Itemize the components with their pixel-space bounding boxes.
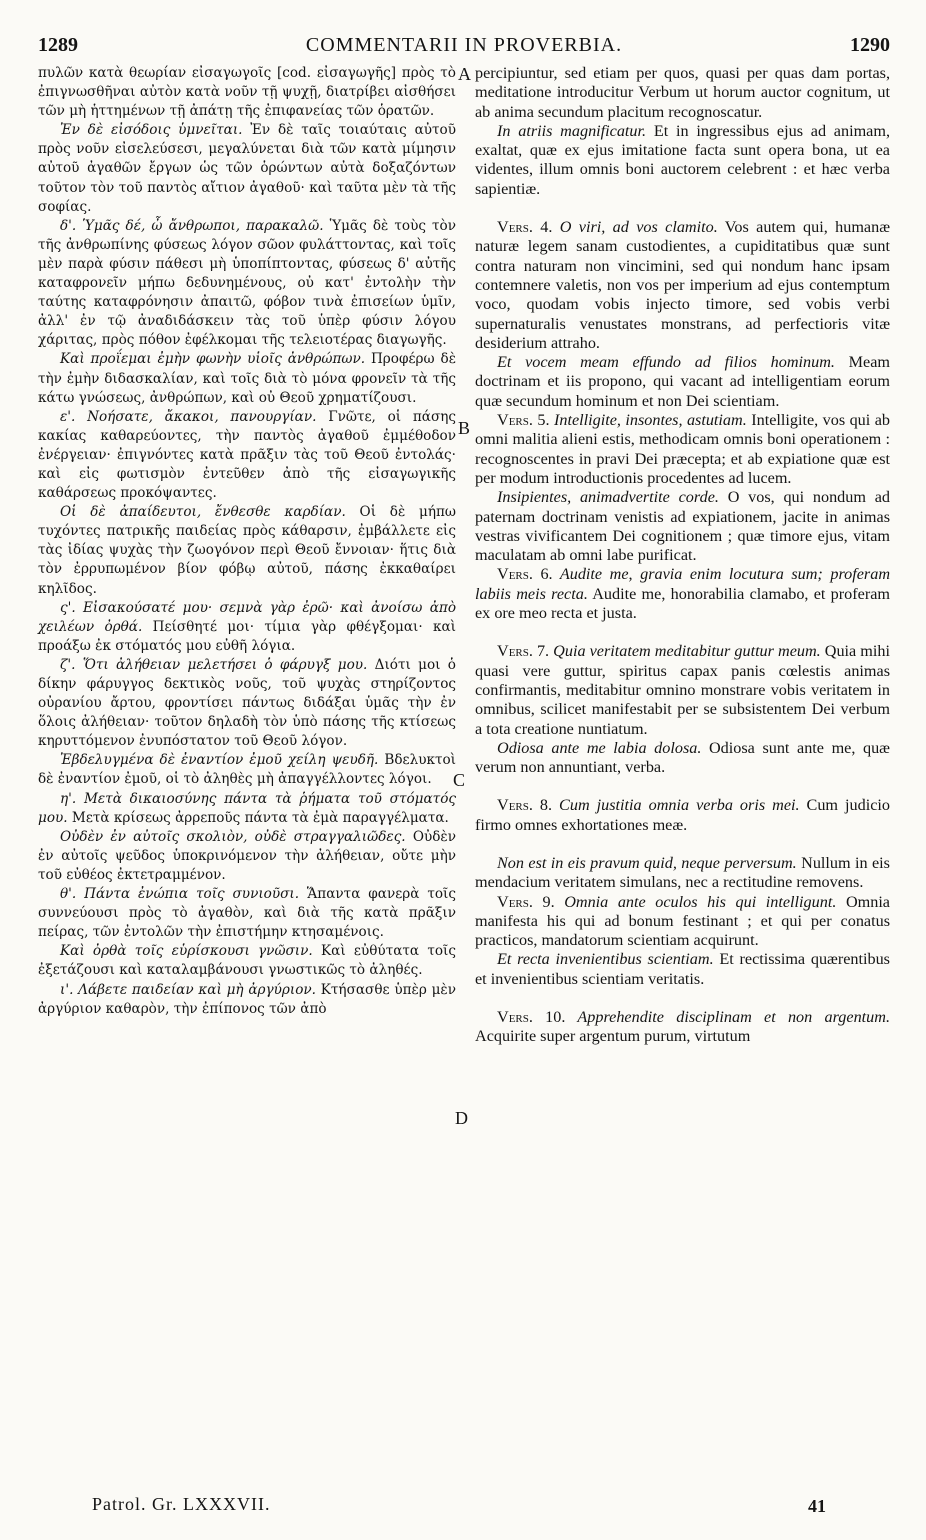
latin-lemma: Intelligite, insontes, astutiam. — [549, 411, 747, 430]
greek-paragraph — [38, 599, 456, 656]
greek-paragraph — [38, 790, 456, 828]
greek-paragraph — [38, 121, 456, 216]
greek-lemma: ς'. Εἰσακούσατέ μου· σεμνὰ γὰρ ἐρῶ· καὶ ἀνοίσω ἀπὸ χειλέων ὀρθά. — [38, 599, 456, 635]
greek-text: Οὐδὲν ἐν αὐτοῖς ψεῦδος ὑποκρινόμενον τὴν ἀλήθειαν, οὔτε μὴν τοῦ εὐθέος ἐκτετραμμένον. — [38, 828, 456, 883]
latin-text: percipiuntur, sed etiam per quos, quasi per quas dam portas, meditatione introducitur Verbum ut horum auctor cognitum, ut ab anima secundum placitum recognoscatur. — [475, 64, 890, 121]
latin-paragraph — [475, 411, 890, 488]
latin-text: Intelligite, vos qui ab omni malitia alieni estis, methodicam omnis boni operationem : recognoscentes in pravi Dei præcepta; et ab expiatione quæ est per modum introductionis procedentes ad lucem. — [475, 411, 890, 487]
latin-paragraph — [475, 854, 890, 893]
greek-text: Πείσθητέ μοι· τίμια γὰρ φθέγξομαι· καὶ προάξω ἐκ στόματός μου εὐθῆ λόγια. — [38, 618, 456, 654]
latin-lemma: Insipientes, animadvertite corde. — [497, 488, 719, 507]
latin-text: Audite me, honorabilia clamabo, et proferam ex ore meo recta et justa. — [475, 584, 890, 623]
latin-lemma: Omnia ante oculos his qui intelligunt. — [554, 892, 837, 911]
verse-number: Vers. 5. — [497, 411, 550, 430]
greek-paragraph — [38, 350, 456, 407]
latin-text: Meam doctrinam et iis propono, qui vacant ad intelligentiam eorum quæ secundum hominum et non Dei scientiam. — [475, 353, 890, 410]
latin-text: Omnia manifesta his qui ad bonum festinant ; et qui per conatus practicos, mandatorum scientiam acquirunt. — [475, 892, 890, 950]
left-page-number: 1289 — [38, 34, 78, 56]
greek-lemma: Ἐν δὲ εἰσόδοις ὑμνεῖται. — [60, 122, 243, 139]
latin-paragraph — [475, 488, 890, 565]
column-marker-d: D — [455, 1108, 468, 1128]
greek-text: Ἐν δὲ ταῖς τοιαύταις αὐτοῦ πρὸς νοῦν εἰσελεύσεσι, μεγαλύνεται διὰ τῶν κατὰ μίμησιν αὐτοῦ ἀγαθῶν ἔργων ὡς τῶν ὁρώντων αὐτὰ δοξαζόντων τοῦτον τὸν τοῦ παντὸς αἴτιον ἀγαθοῦ· καὶ ταῦτα μὲν τὰ τῆς σοφίας. — [38, 122, 456, 215]
latin-lemma: Cum justitia omnia verba oris mei. — [552, 796, 800, 815]
latin-paragraph — [475, 950, 890, 989]
running-title: COMMENTARII IN PROVERBIA. — [305, 34, 623, 56]
greek-lemma: θ'. Πάντα ἐνώπια τοῖς συνιοῦσι. — [60, 886, 300, 903]
right-page-number: 1290 — [850, 34, 890, 56]
greek-lemma: ζ'. Ὅτι ἀλήθειαν μελετήσει ὁ φάρυγξ μου. — [60, 656, 368, 673]
verse-number: Vers. 9. — [497, 892, 555, 911]
greek-paragraph — [38, 942, 456, 980]
latin-paragraph — [475, 796, 890, 835]
latin-paragraph — [475, 1008, 890, 1047]
greek-text: Μετὰ κρίσεως ἀρρεποῦς πάντα τὰ ἐμὰ παραγγέλματα. — [67, 809, 449, 826]
greek-text: Κτήσασθε ὑπὲρ μὲν ἀργύριον καθαρὸν, τὴν ἐπίπονος τῶν ἀπὸ — [38, 981, 456, 1017]
latin-lemma: Quia veritatem meditabitur guttur meum. — [549, 642, 821, 661]
verse-number: Vers. 4. — [497, 218, 553, 237]
greek-text: Οἱ δὲ μήπω τυχόντες πατρικῆς παιδείας πρὸς κάθαρσιν, ἐμβάλλετε εἰς τὰς ἰδίας ψυχὰς τὴν ζωογόνον περὶ Θεοῦ ἔννοιαν· ἥτις διὰ τὸν ἐρρυπωμένον βίον φόβῳ αὐτοῦ, πάσης ἐκκαθαίρει κηλῖδος. — [38, 504, 456, 597]
greek-paragraph — [38, 981, 456, 1019]
greek-paragraph — [38, 751, 456, 789]
latin-text: Odiosa sunt ante me, quæ verum non annuntiant, verba. — [475, 738, 890, 777]
greek-lemma: Καὶ προΐεμαι ἐμὴν φωνὴν υἱοῖς ἀνθρώπων. — [60, 351, 366, 368]
page-header — [38, 30, 890, 64]
greek-lemma: Ἐβδελυγμένα δὲ ἐναντίον ἐμοῦ χείλη ψευδῆ. — [60, 752, 379, 769]
greek-lemma: δ'. Ὑμᾶς δέ, ὦ ἄνθρωποι, παρακαλῶ. — [60, 217, 324, 234]
greek-text: Καὶ εὐθύτατα τοῖς ἐξετάζουσι καὶ καταλαμβάνουσι γνωστικῶς τὸ ἀληθές. — [38, 943, 457, 979]
greek-lemma: Οἱ δὲ ἀπαίδευτοι, ἔνθεσθε καρδίαν. — [60, 504, 346, 521]
greek-column — [38, 64, 456, 1019]
latin-paragraph — [475, 64, 890, 122]
greek-lemma: η'. Μετὰ δικαιοσύνης πάντα τὰ ῥήματα τοῦ στόματός μου. — [38, 790, 456, 826]
column-marker-b: B — [458, 418, 471, 438]
greek-lemma: Καὶ ὀρθὰ τοῖς εὑρίσκουσι γνῶσιν. — [60, 943, 313, 960]
greek-text: Ὑμᾶς δὲ τοὺς τὸν τῆς ἀνθρωπίνης φύσεως λόγον σῶον φυλάττοντας, καὶ τοῖς μὲν παρὰ φύσιν πάθεσι μὴ ὑποπίπτοντας, φύσεως δ' αὐτῆς καταφρονεῖν μήπω δεδυνημένους, οὐ κατ' ἐντολὴν τὴν ταύτης καταφρόνησιν ἀπαιτῶ, φόβον τινὰ ἐπισείων ὑμῖν, ἀλλ' ἐν τῷ ἀναδιδάσκειν τὰς τοῦ ὑπὲρ φύσιν λόγου χάριτας, πρὸς πόθον ἐφέλκομαι τῆς τελειοτέρας διαγωγῆς. — [38, 217, 456, 349]
greek-paragraph — [38, 64, 456, 121]
greek-paragraph — [38, 408, 456, 503]
greek-paragraph — [38, 656, 456, 751]
greek-text: Διότι μοι ὁ δίκην φάρυγγος δεκτικὸς νοῦς, τοῦ ψυχὰς στηρίζοντος οὐρανίου ἄρτου, φροντίσει πάντως διδάξαι ὑμᾶς τὴν ἐν ὅλοις ἀλήθειαν· τοῦτον δηλαδὴ τὸν ὑπὸ πάσης τῆς κτίσεως κηρυττόμενον ἐνυπόστατον τοῦ Θεοῦ λόγον. — [38, 656, 456, 750]
footer-series: Patrol. Gr. LXXXVII. — [92, 1494, 271, 1514]
latin-paragraph — [475, 122, 890, 199]
greek-lemma: ε'. Νοήσατε, ἄκακοι, πανουργίαν. — [60, 408, 317, 425]
latin-lemma: O viri, ad vos clamito. — [552, 218, 718, 237]
greek-text: Βδελυκτοὶ δὲ ἐναντίον ἐμοῦ, οἱ τὸ ἀληθὲς μὴ ἀπαγγέλλοντες λόγοι. — [38, 752, 457, 788]
greek-paragraph — [38, 217, 456, 351]
latin-lemma: Et recta invenientibus scientiam. — [497, 950, 714, 969]
greek-text: πυλῶν κατὰ θεωρίαν εἰσαγωγοῖς [cod. εἰσαγωγῆς] πρὸς τὸ ἐπιγνωσθῆναι αὐτὸν κατὰ νοῦν τῇ ψυχῇ, διατρίβει αἰσθήσει τῶν μὴ ἡττημένων τῇ ἀπάτῃ τῆς ἐπιφανείας τῶν ὁρατῶν. — [38, 65, 456, 120]
verse-number: Vers. 8. — [497, 796, 553, 815]
latin-text: Cum judicio firmo omnes exhortationes meæ. — [475, 796, 890, 834]
greek-text: Προφέρω δὲ τὴν ἐμὴν διδασκαλίαν, καὶ τοῖς διὰ τὸ μόνα φρονεῖν τὰ τῆς κάτω γνώσεως, ἀνθρώπων, καὶ οὐ Θεοῦ χρηματίζουσι. — [38, 351, 456, 406]
greek-text: Γνῶτε, οἱ πάσης κακίας καθαρεύοντες, τὴν παντὸς ἀγαθοῦ ἐμμέθοδον ἐνέργειαν· ἐπιγνόντες κατὰ πρᾶξιν τὰς τοῦ Θεοῦ ἐντολάς· καὶ εἰς φωτισμὸν ἐντεῦθεν ἀπὸ τῆς εἰσαγωγικῆς καθάρσεως προκόψαντες. — [38, 408, 456, 502]
column-marker-c: C — [453, 770, 466, 790]
latin-lemma: Audite me, gravia enim locutura sum; proferam labiis meis recta. — [475, 565, 891, 603]
latin-lemma: Et vocem meam effundo ad filios hominum. — [497, 353, 835, 372]
latin-column — [475, 64, 890, 1047]
latin-paragraph — [475, 565, 890, 623]
latin-text: Et in ingressibus ejus ad animam, exaltat, quæ ex ejus imitatione facta sunt opera bona, ut ea videntes, illum omnis boni auctorem celebrent : et hæc verba sapientiæ. — [475, 121, 890, 198]
greek-text: Ἅπαντα φανερὰ τοῖς συννεύουσι πρὸς τὸ ἀγαθὸν, καὶ διὰ τῆς κατὰ πρᾶξιν πείρας, τῶν ἐντολῶν τὴν ἐπιστήμην κτησαμένοις. — [38, 886, 456, 941]
footer-signature: 41 — [808, 1496, 826, 1516]
latin-paragraph — [475, 218, 890, 353]
greek-lemma: Οὐδὲν ἐν αὐτοῖς σκολιὸν, οὐδὲ στραγγαλιῶδες. — [60, 828, 406, 845]
column-marker-a: A — [458, 64, 471, 84]
latin-text: O vos, qui nondum ad paternam doctrinam venistis ad expiationem, jacite in animas vestras vivificantem Dei cognitionem ; quæ timore ejus, vitam maculatam ab omni labe purificat. — [475, 488, 890, 565]
latin-paragraph — [475, 642, 890, 738]
latin-lemma: Odiosa ante me labia dolosa. — [497, 738, 702, 757]
latin-paragraph — [475, 893, 890, 951]
greek-paragraph — [38, 885, 456, 942]
latin-lemma: Non est in eis pravum quid, neque perversum. — [497, 853, 797, 872]
greek-lemma: ι'. Λάβετε παιδείαν καὶ μὴ ἀργύριον. — [60, 981, 316, 998]
verse-number: Vers. 7. — [497, 642, 550, 661]
latin-text: Acquirite super argentum purum, virtutum — [475, 1027, 751, 1046]
latin-lemma: In atriis magnificatur. — [497, 121, 647, 140]
verse-number: Vers. 6. — [497, 565, 553, 584]
latin-text: Vos autem qui, humanæ naturæ legem sanam custodientes, a cupiditatibus quæ sunt contra naturam non vincimini, sed qui nondum hanc ipsam contemnere valetis, non vos per imperium ad ejus contemptum voco, quodam vobis injecto timore, sed vobis verbi supernaturalis venustates monstrans, ad perfectioris vitæ desiderium attraho. — [475, 218, 890, 352]
latin-text: Quia mihi quasi vere guttur, spiritus capax panis cœlestis animas confirmantis, meditabitur omnino monstrare vobis veritatem in omnibus, scilicet manifestabit per se subsistentem Dei verbum a tota creatione nuntiatum. — [475, 642, 890, 738]
latin-text: Nullum in eis mendacium veritatem simulans, nec a rectitudine removens. — [475, 853, 890, 892]
latin-lemma: Apprehendite disciplinam et non argentum. — [565, 1008, 890, 1027]
greek-paragraph — [38, 828, 456, 885]
latin-text: Et rectissima quærentibus et invenientibus scientiam veritatis. — [475, 950, 890, 988]
latin-paragraph — [475, 739, 890, 778]
latin-paragraph — [475, 353, 890, 411]
greek-paragraph — [38, 503, 456, 598]
verse-number: Vers. 10. — [497, 1008, 566, 1027]
